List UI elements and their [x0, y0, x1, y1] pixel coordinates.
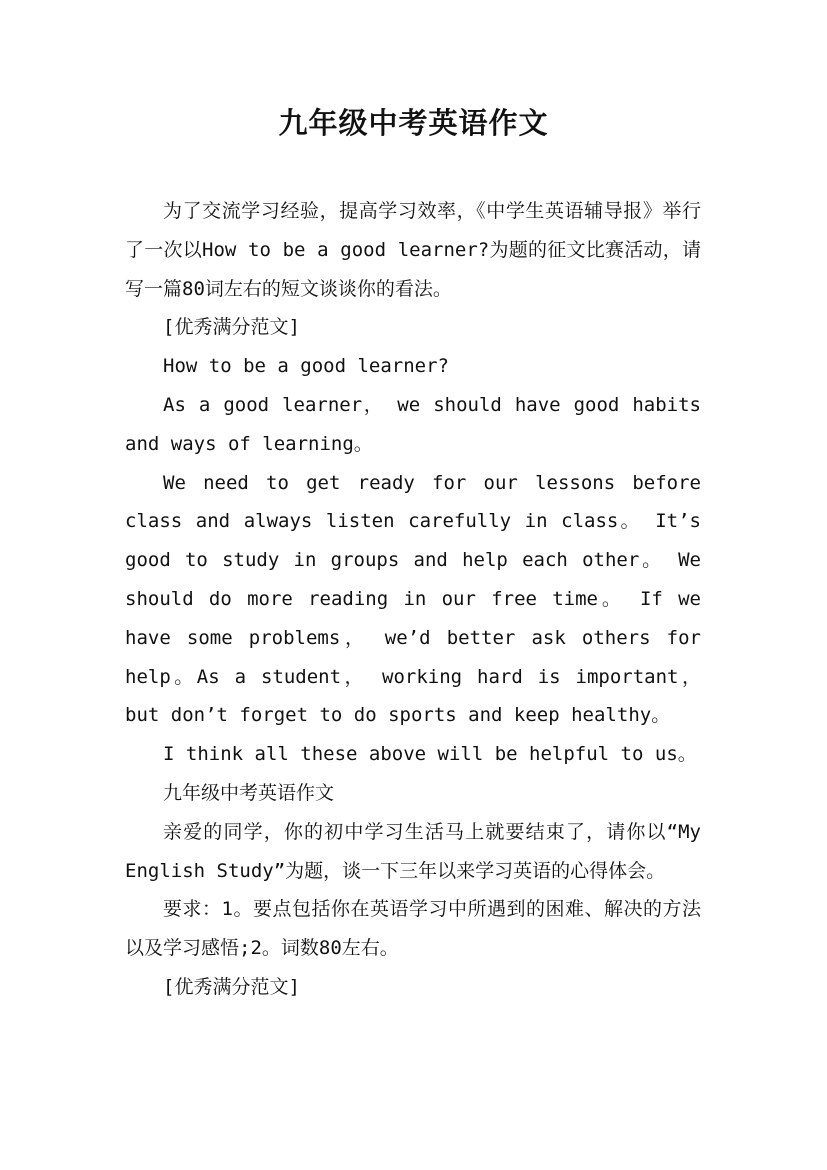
sample-essay-heading: [优秀满分范文]	[163, 975, 300, 998]
essay-paragraph: We need to get ready for our lessons before class and always listen carefully in class。 It’s good to study in groups and help each other。 We should do more reading in our free time。 If we have some problems， we’d better ask others for help。As a student， working hard is important， but don’t forget to do sports and keep healthy。	[125, 471, 701, 727]
essay-title: How to be a good learner?	[163, 355, 449, 378]
document-title: 九年级中考英语作文	[278, 106, 549, 140]
essay-paragraph: I think all these above will be helpful to us。	[163, 743, 697, 766]
prompt-paragraph: 为了交流学习经验，提高学习效率，《中学生英语辅导报》举行了一次以How to be a good learner?为题的征文比赛活动，请写一篇80词左右的短文谈谈你的看法。	[125, 200, 701, 300]
sample-essay-heading: [优秀满分范文]	[163, 316, 300, 339]
prompt-paragraph: 亲爱的同学，你的初中学习生活马上就要结束了，请你以“My English Study”为题，谈一下三年以来学习英语的心得体会。	[125, 820, 701, 882]
requirements-paragraph: 要求：1。要点包括你在英语学习中所遇到的困难、解决的方法以及学习感悟;2。词数80左右。	[125, 898, 701, 960]
section-title: 九年级中考英语作文	[163, 781, 335, 804]
document-body	[125, 192, 701, 1007]
essay-paragraph: As a good learner， we should have good habits and ways of learning。	[125, 393, 701, 455]
